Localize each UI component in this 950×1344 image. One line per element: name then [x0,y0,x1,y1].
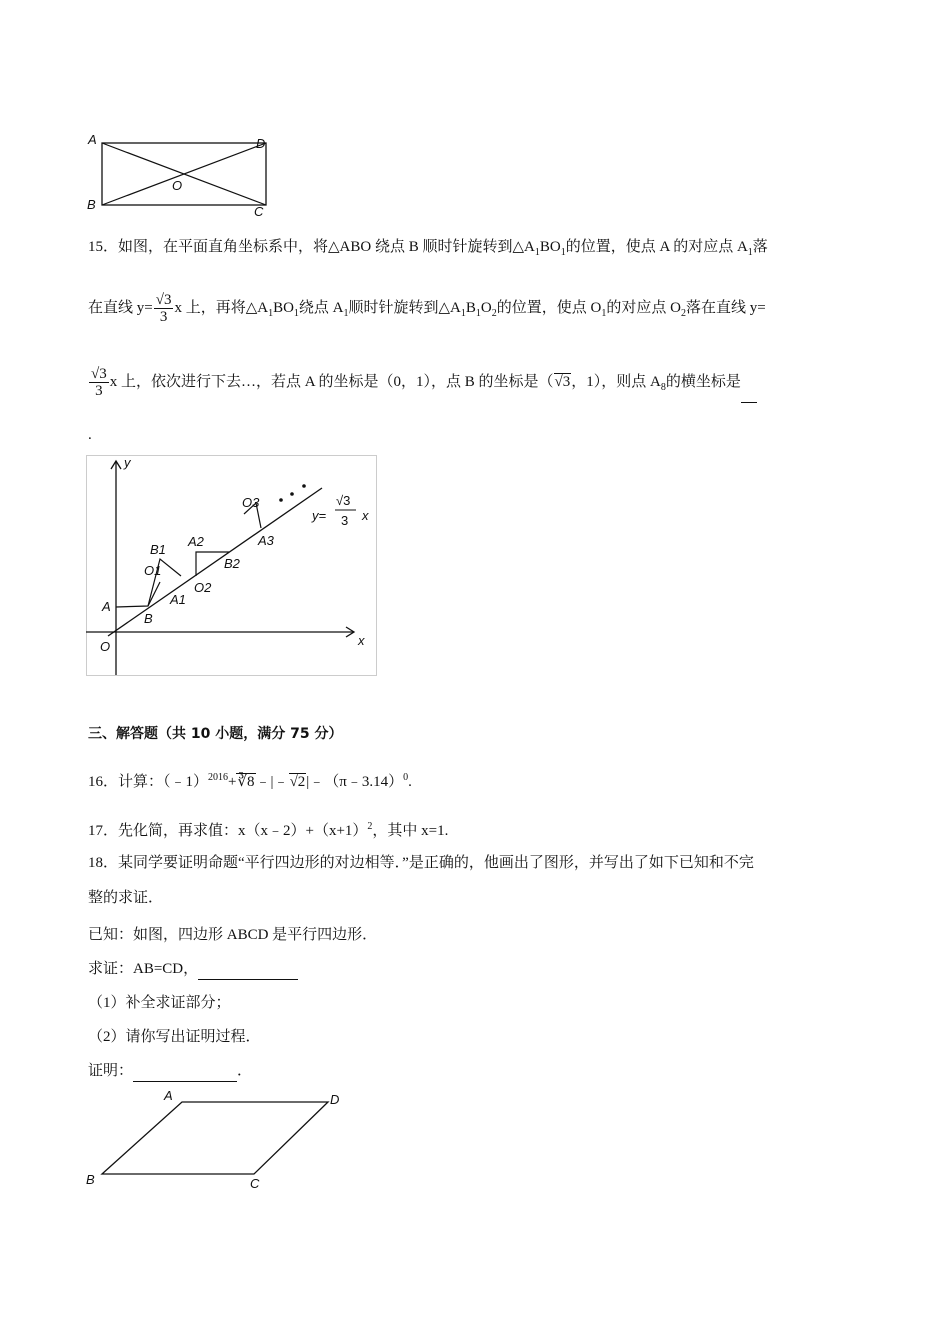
point-o1-label: O1 [144,563,162,578]
q18-proof: 证明： ． [88,1061,252,1082]
rectangle-figure [84,128,274,220]
point-a2-label: A2 [188,534,204,549]
q18-part1: （1）补全求证部分； [88,995,231,1011]
q18-given: 已知：如图，四边形 ABCD 是平行四边形． [88,927,378,943]
point-a1-label: A1 [170,592,186,607]
rect-label-b: B [87,197,96,212]
para-label-a: A [164,1088,173,1103]
answer-blank [741,362,757,403]
q15-line4: . [88,427,92,443]
svg-text:x: x [362,508,369,523]
point-b1-label: B1 [150,542,166,557]
svg-text:3: 3 [341,513,349,528]
q18-line1: 18．某同学要证明命题“平行四边形的对边相等．”是正确的，他画出了图形，并写出了如下已知和不完 [88,855,754,871]
section-heading: 三、解答题（共 10 小题，满分 75 分） [88,726,343,742]
fraction-sqrt3-over-3: $\frac{√3}{3}$ [155,292,172,326]
q15-line1: 15．如图，在平面直角坐标系中，将△ABO 绕点 B 顺时针旋转到$\triangle A_1BO_1$的位置，使点 A 的对应点 $A_1$落 [88,239,768,258]
sqrt3-inline: √3 [554,374,571,390]
rect-label-a: A [88,132,97,147]
point-b-label: B [144,611,153,626]
parallelogram-figure [84,1088,346,1192]
q15-line3: $\frac{√3}{3}$ x 上，依次进行下去…，若点 A 的坐标是（0，1），点 B 的坐标是（√3，1），则点 $A_8$的横坐标是 [88,362,757,408]
svg-text:y=: y= [312,508,327,523]
point-b2-label: B2 [224,556,240,571]
q18-prove: 求证：AB=CD， [88,959,298,980]
para-label-d: D [330,1092,340,1107]
point-o3-label: O3 [242,495,260,510]
proof-blank [133,1061,237,1082]
fraction-sqrt3-over-3: $\frac{√3}{3}$ [91,366,107,400]
q15-line2: 在直线 y= $\frac{√3}{3}$ x 上，再将$\triangle A_1BO_1$绕点 $A_1$顺时针旋转到$\triangle A_1B_1O_2$的位置，使点 $O_1$的对应点 $O_2$落在直线 y= [88,292,766,326]
point-o2-label: O2 [194,580,212,595]
prove-blank [198,959,298,980]
rect-label-o: O [172,178,183,193]
rotation-graph-figure [86,455,378,677]
q16: 16．计算：（﹣1）$^{2016}$+∛8﹣|﹣√2|﹣（π﹣3.14）$^0$. [88,772,412,790]
axis-y-label: y [124,455,131,470]
q18-line2: 整的求证． [88,890,164,906]
point-a3-label: A3 [258,533,274,548]
para-label-b: B [86,1172,95,1187]
rect-label-d: D [256,136,266,151]
point-a-label: A [102,599,111,614]
axis-x-label: x [358,633,365,648]
origin-label: O [100,639,111,654]
line-equation-label [311,493,369,528]
rect-label-c: C [254,204,264,219]
svg-text:√3: √3 [336,493,351,508]
para-label-c: C [250,1176,260,1191]
q17: 17．先化简，再求值：$x(x﹣2)+(x+1)^2$，其中 x=1. [88,821,449,839]
q18-part2: （2）请你写出证明过程． [88,1029,261,1045]
